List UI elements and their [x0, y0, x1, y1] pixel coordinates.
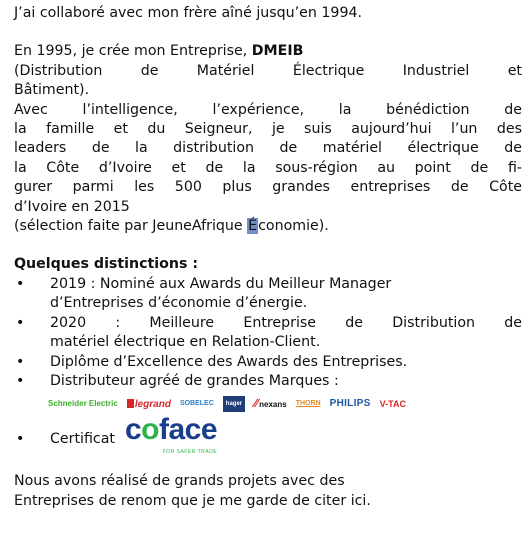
schneider-electric-logo: Schneider Electric: [48, 399, 118, 409]
story-line-1: Avec l’intelligence, l’expérience, la bénédiction de: [14, 101, 522, 118]
list-item: [14, 353, 522, 372]
document-page: [14, 4, 522, 511]
list-item: [14, 314, 522, 353]
coface-ring-letter: o: [141, 413, 159, 447]
paragraph-gap: [14, 23, 522, 42]
story-line-3: leaders de la distribution de matériel électrique de: [14, 140, 522, 157]
story-line-4: la Côte d’Ivoire et de la sous-région au point de fi-: [14, 159, 522, 176]
company-name: DMEIB: [251, 43, 304, 60]
bullet-icon: •: [16, 275, 25, 292]
thorn-logo: THORN: [295, 400, 321, 408]
bullet-icon: •: [16, 314, 25, 331]
philips-logo: PHILIPS: [329, 398, 371, 410]
closing-line-2: Entreprises de renom que je me garde de citer ici.: [14, 492, 371, 509]
bullet-icon: •: [16, 372, 25, 389]
story-line-5: gurer parmi les 500 plus grandes entreprises de Côte: [14, 179, 522, 196]
company-line-1: [14, 42, 522, 61]
bullet-icon: •: [16, 430, 25, 447]
distinctions-heading: Quelques distinctions :: [14, 256, 199, 273]
distinction-2019-line-2: d’Entreprises d’économie d’énergie.: [50, 295, 308, 312]
coface-logo: [124, 413, 218, 462]
company-line-2: (Distribution de Matériel Électrique Industriel et: [14, 62, 522, 79]
distinction-2020-line-1: 2020 : Meilleure Entreprise de Distribution de: [50, 314, 522, 331]
legrand-wordmark: legrand: [134, 398, 171, 410]
company-line-3: Bâtiment).: [14, 82, 90, 99]
certificate-label: Certificat: [50, 430, 115, 447]
selection-line: [14, 217, 522, 236]
legrand-mark-icon: [127, 399, 134, 408]
certificate-row: [14, 413, 522, 458]
distinction-2020-line-2: matériel électrique en Relation-Client.: [50, 334, 321, 351]
coface-wordmark: [124, 413, 218, 447]
coface-tagline: FOR SAFER TRADE: [162, 449, 218, 456]
distinctions-list: [14, 275, 522, 391]
list-item: [14, 372, 522, 391]
nexans-swoosh-icon: ∕∕: [254, 396, 259, 411]
intro-line: J’ai collaboré avec mon frère aîné jusqu’en 1994.: [14, 5, 363, 21]
company-intro-text: En 1995, je crée mon Entreprise,: [14, 43, 252, 60]
sobelec-logo: SOBELEC: [179, 400, 214, 408]
coface-word-end: face: [158, 413, 218, 447]
nexans-wordmark: nexans: [259, 400, 287, 410]
story-line-6: d’Ivoire en 2015: [14, 198, 130, 215]
closing-line-1: Nous avons réalisé de grands projets avec des: [14, 473, 345, 490]
distinction-2019-line-1: 2019 : Nominé aux Awards du Meilleur Manager: [50, 275, 392, 292]
list-item: [14, 275, 522, 314]
bullet-icon: •: [16, 353, 25, 370]
vtac-logo: V-TAC: [379, 399, 406, 410]
brand-logos-row: [48, 392, 522, 416]
selection-text-end: conomie).: [258, 218, 329, 235]
story-line-2: la famille et du Seigneur, je suis aujourd’hui l’un des: [14, 121, 522, 138]
selection-text-start: (sélection faite par JeuneAfrique: [14, 218, 248, 235]
distinction-distributor: Distributeur agréé de grandes Marques :: [50, 372, 339, 389]
legrand-logo: [127, 399, 171, 410]
text-cursor-highlight: É: [248, 218, 258, 235]
distinction-diploma: Diplôme d’Excellence des Awards des Entreprises.: [50, 353, 408, 370]
coface-word-start: c: [124, 413, 142, 447]
paragraph-gap: [14, 236, 522, 255]
nexans-logo: [254, 398, 287, 410]
hager-logo: hager: [223, 396, 245, 412]
paragraph-gap: [14, 458, 522, 472]
